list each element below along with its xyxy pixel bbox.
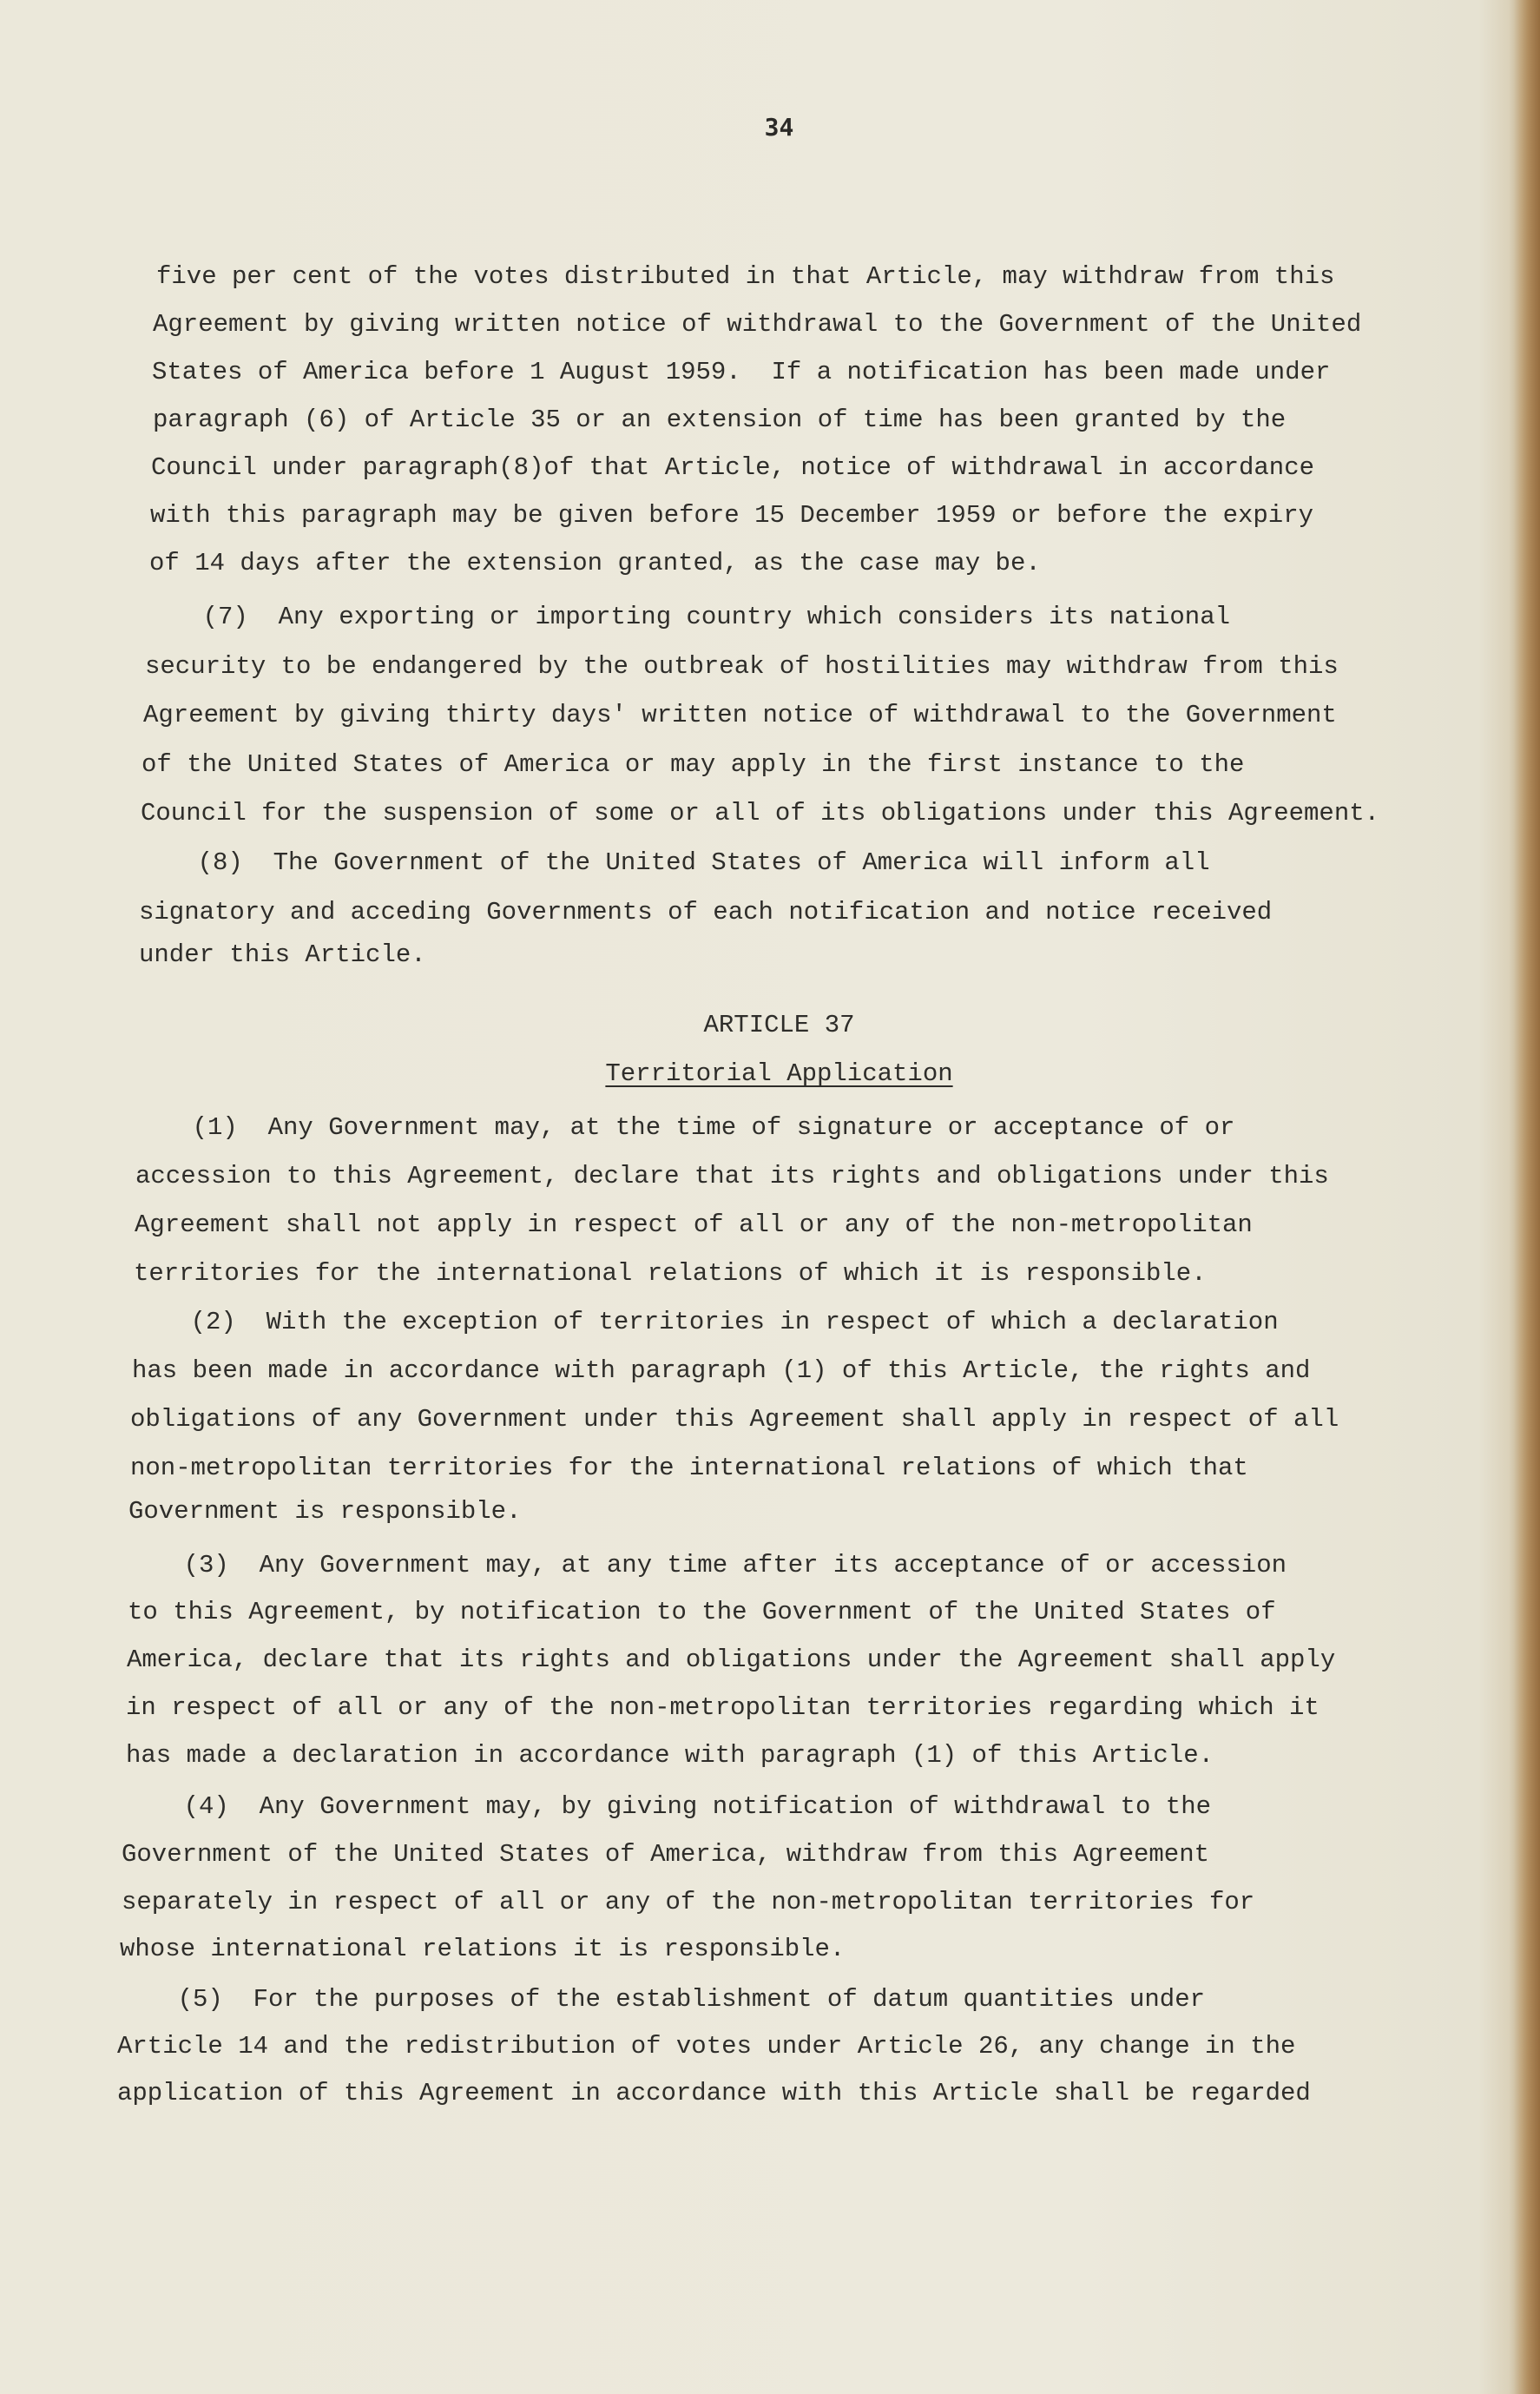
text-line: Agreement by giving thirty days' written notice of withdrawal to the Government xyxy=(143,701,1337,729)
text-line: with this paragraph may be given before 15 December 1959 or before the expiry xyxy=(150,501,1314,530)
paragraph-7-start: (7) Any exporting or importing country which considers its national xyxy=(142,603,1231,631)
text-line: States of America before 1 August 1959. If a notification has been made under xyxy=(152,358,1331,386)
text-line: has been made in accordance with paragraph (1) of this Article, the rights and xyxy=(132,1356,1311,1385)
text-line: of the United States of America or may apply in the first instance to the xyxy=(141,750,1245,779)
text-line: accession to this Agreement, declare that its rights and obligations under this xyxy=(135,1162,1329,1190)
text-line: five per cent of the votes distributed in that Article, may withdraw from this xyxy=(156,262,1335,291)
text-line: Article 14 and the redistribution of votes under Article 26, any change in the xyxy=(117,2032,1296,2061)
paragraph-5-start: (5) For the purposes of the establishment of datum quantities under xyxy=(117,1985,1206,2014)
text-line: Agreement shall not apply in respect of all or any of the non-metropolitan xyxy=(135,1210,1253,1239)
text-line: separately in respect of all or any of the non-metropolitan territories for xyxy=(122,1888,1255,1916)
paragraph-2-start: (2) With the exception of territories in respect of which a declaration xyxy=(130,1308,1279,1336)
text-line: in respect of all or any of the non-metropolitan territories regarding which it xyxy=(126,1693,1320,1722)
paragraph-3-start: (3) Any Government may, at any time after its acceptance of or accession xyxy=(123,1551,1287,1580)
text-line: under this Article. xyxy=(139,940,426,969)
paragraph-1-start: (1) Any Government may, at the time of signature or acceptance of or xyxy=(132,1113,1235,1142)
text-line: Government is responsible. xyxy=(128,1497,522,1526)
text-line: non-metropolitan territories for the international relations of which that xyxy=(130,1454,1248,1482)
text-line: has made a declaration in accordance with paragraph (1) of this Article. xyxy=(126,1741,1214,1770)
text-line: of 14 days after the extension granted, as the case may be. xyxy=(149,549,1041,577)
text-line: Agreement by giving written notice of withdrawal to the Government of the United xyxy=(153,310,1362,339)
text-line: territories for the international relations of which it is responsible. xyxy=(134,1259,1207,1288)
paragraph-4-start: (4) Any Government may, by giving notification of withdrawal to the xyxy=(123,1792,1212,1821)
article-heading: ARTICLE 37 xyxy=(703,1011,855,1039)
text-line: paragraph (6) of Article 35 or an extension of time has been granted by the xyxy=(153,406,1287,434)
text-line: to this Agreement, by notification to the Government of the United States of xyxy=(128,1598,1276,1626)
text-line: America, declare that its rights and obligations under the Agreement shall apply xyxy=(127,1645,1336,1674)
text-line: application of this Agreement in accordance with this Article shall be regarded xyxy=(117,2079,1311,2107)
article-title: Territorial Application xyxy=(605,1059,953,1088)
text-line: whose international relations it is responsible. xyxy=(120,1935,846,1963)
page-number: 34 xyxy=(764,113,794,142)
text-line: obligations of any Government under this Agreement shall apply in respect of all xyxy=(130,1405,1339,1434)
text-line: security to be endangered by the outbreak of hostilities may withdraw from this xyxy=(145,652,1339,681)
text-line: Council for the suspension of some or all of its obligations under this Agreement. xyxy=(141,799,1380,828)
page-binding-edge xyxy=(1509,0,1540,2394)
text-line: signatory and acceding Governments of each notification and notice received xyxy=(139,898,1273,927)
text-line: Government of the United States of America, withdraw from this Agreement xyxy=(122,1840,1210,1869)
text-line: Council under paragraph(8)of that Article, notice of withdrawal in accordance xyxy=(151,453,1315,482)
paragraph-8-start: (8) The Government of the United States of America will inform all xyxy=(137,848,1210,877)
